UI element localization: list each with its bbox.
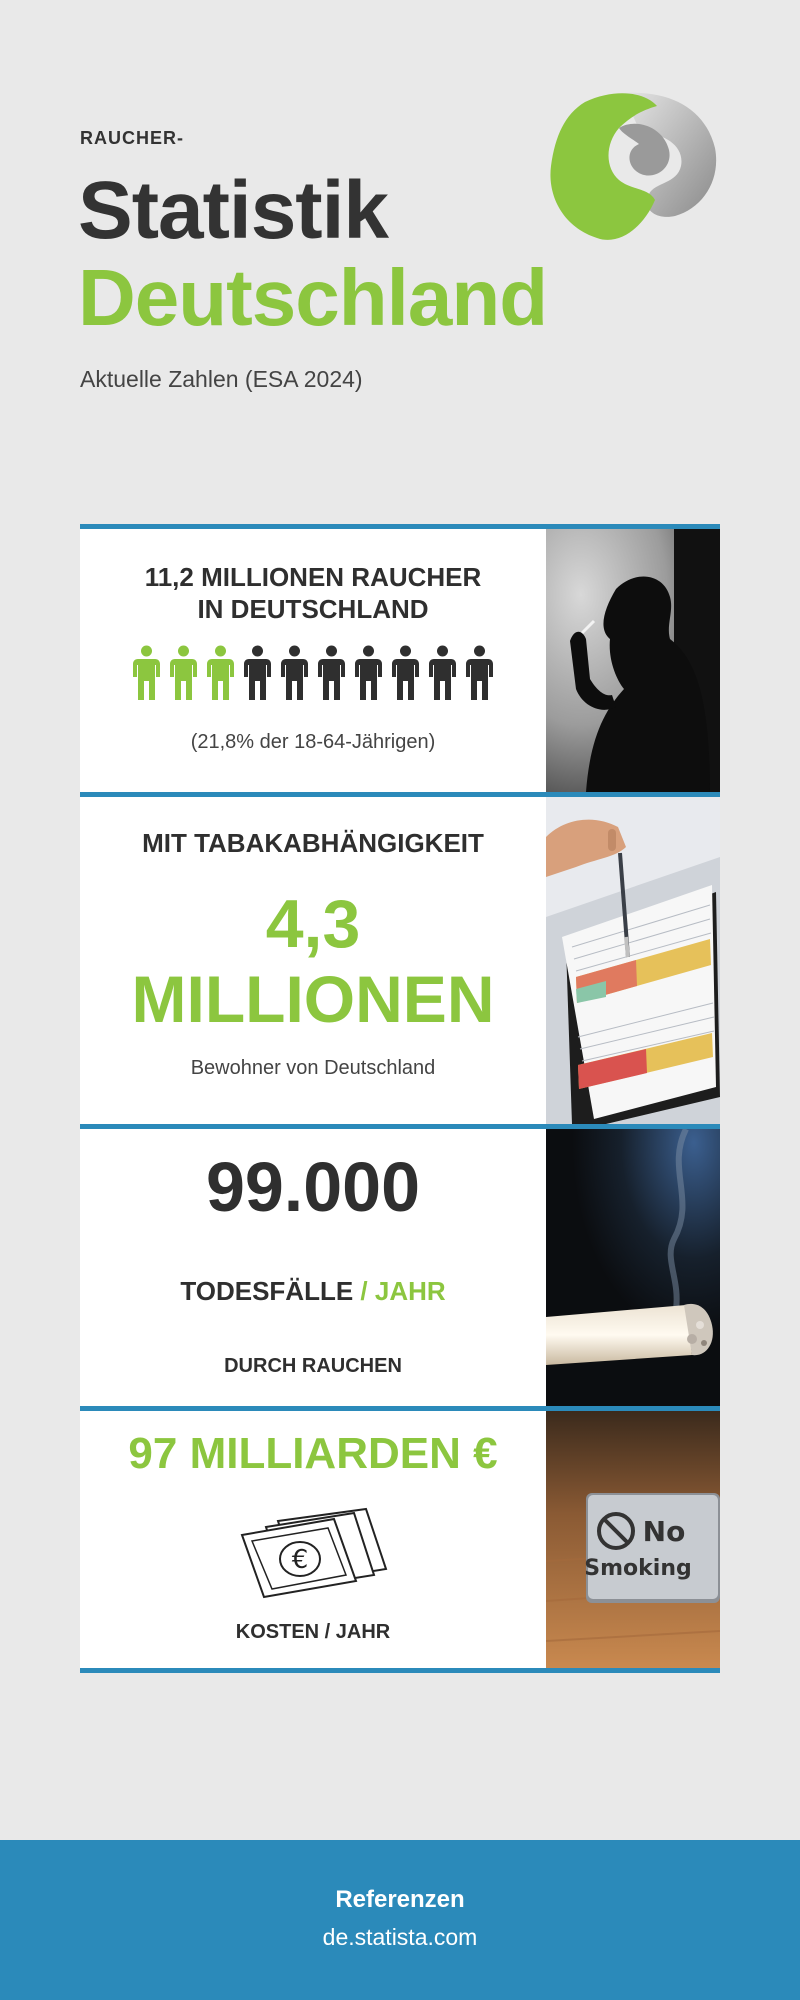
brand-logo (545, 88, 725, 253)
addiction-panel (80, 792, 720, 1124)
header-kicker: RAUCHER- (80, 128, 184, 148)
panel-bottom-divider (80, 1668, 720, 1673)
smokers-content (80, 529, 546, 792)
smokers-title-line1: 11,2 MILLIONEN RAUCHER (144, 562, 482, 592)
person-icon-highlighted (169, 645, 198, 701)
no-smoking-sign-photo (546, 1411, 720, 1668)
deaths-content (80, 1129, 546, 1406)
addiction-unit: MILLIONEN (131, 962, 495, 1036)
page-subtitle: Aktuelle Zahlen (ESA 2024) (80, 366, 363, 392)
page-title-country: Deutschland (78, 253, 548, 342)
smokers-panel (80, 524, 720, 792)
person-icon-highlighted (132, 645, 161, 701)
deaths-number: 99.000 (205, 1148, 421, 1226)
person-icon (428, 645, 457, 701)
money-bills-icon (238, 1491, 388, 1601)
smokers-note: (21,8% der 18-64-Jährigen) (190, 731, 436, 753)
people-pictogram (80, 645, 546, 701)
person-icon-highlighted (206, 645, 235, 701)
person-icon (354, 645, 383, 701)
deaths-label: TODESFÄLLE (180, 1276, 354, 1306)
no-sign-text: No (642, 1515, 686, 1548)
person-icon (317, 645, 346, 701)
person-icon (280, 645, 309, 701)
footer-source-link[interactable]: de.statista.com (322, 1924, 478, 1950)
person-icon (243, 645, 272, 701)
burning-cigarette-photo (546, 1129, 720, 1406)
smoker-silhouette-photo (546, 529, 720, 792)
costs-content (80, 1411, 546, 1668)
page-title: Statistik (78, 165, 388, 256)
deaths-label-suffix: / JAHR (360, 1276, 446, 1306)
costs-panel (80, 1406, 720, 1668)
euro-symbol: € (291, 1545, 309, 1575)
deaths-panel (80, 1124, 720, 1406)
addiction-content (80, 797, 546, 1124)
addiction-title: MIT TABAKABHÄNGIGKEIT (142, 828, 484, 858)
addiction-number: 4,3 (265, 886, 361, 962)
footer (0, 1840, 800, 2000)
statistics-document-photo (546, 797, 720, 1124)
deaths-note: DURCH RAUCHEN (224, 1355, 402, 1377)
addiction-note: Bewohner von Deutschland (190, 1057, 436, 1079)
costs-label: KOSTEN / JAHR (235, 1621, 391, 1643)
smokers-title-line2: IN DEUTSCHLAND (197, 594, 429, 624)
footer-title: Referenzen (335, 1886, 465, 1913)
smoking-sign-text: Smoking (584, 1556, 692, 1581)
person-icon (391, 645, 420, 701)
costs-amount: 97 MILLIARDEN € (128, 1429, 498, 1478)
person-icon (465, 645, 494, 701)
